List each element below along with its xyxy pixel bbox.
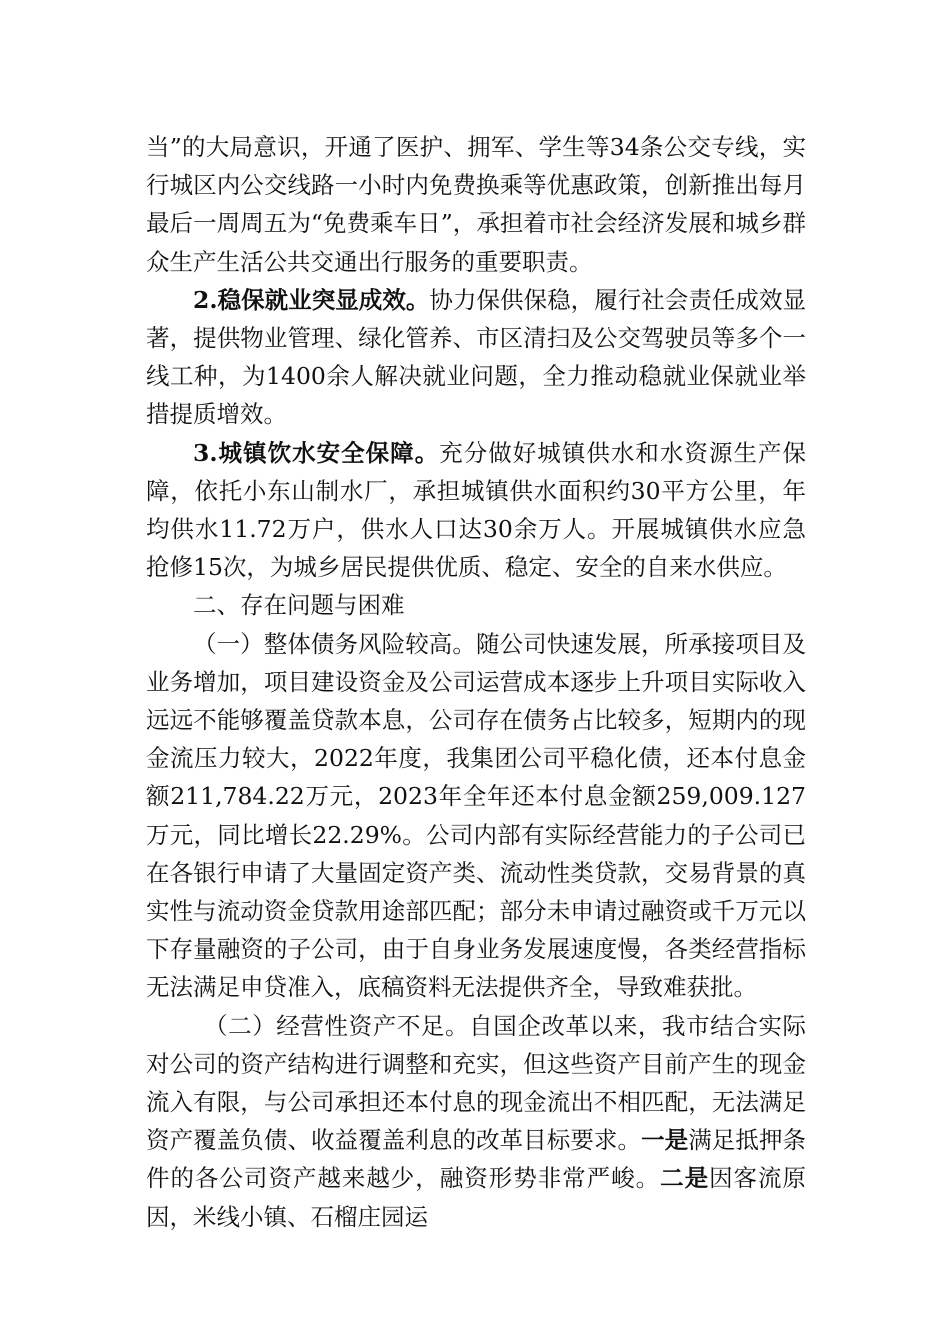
heading-text: 二、存在问题与困难 (193, 591, 405, 620)
section-heading-problems (146, 586, 806, 624)
emphasis-second: 二是 (660, 1164, 710, 1193)
paragraph-text: 满足抵押条件的各公司资产越来越少，融资形势非常严峻。 (146, 1126, 807, 1193)
paragraph-text: （二）经营性资产不足。自国企改革以来，我市结合实际对公司的资产结构进行调整和充实，但这些资产目前产生的现金流入有限，与公司承担还本付息的现金流出不相匹配，无法满足资产覆盖负债、收益覆盖利息的改革目标要求。 (146, 1011, 806, 1155)
paragraph-text: 充分做好城镇供水和水资源生产保障，依托小东山制水厂，承担城镇供水面积约30平方公里，年均供水11.72万户，供水人口达30余万人。开展城镇供水应急抢修15次，为城乡居民提供优质、稳定、安全的自来水供应。 (146, 438, 806, 582)
paragraph-bus-lines (146, 128, 806, 281)
paragraph-text: 当”的大局意识，开通了医护、拥军、学生等34条公交专线，实行城区内公交线路一小时内免费换乘等优惠政策，创新推出每月最后一周周五为“免费乘车日”，承担着市社会经济发展和城乡群众生产生活公共交通出行服务的重要职责。 (146, 133, 806, 276)
paragraph-operating-assets (146, 1007, 806, 1236)
paragraph-text: 因客流原因，米线小镇、石榴庄园运 (146, 1164, 807, 1231)
emphasis-first: 一是 (641, 1126, 689, 1155)
paragraph-lead: 3.城镇饮水安全保障。 (193, 438, 440, 467)
paragraph-text: （一）整体债务风险较高。随公司快速发展，所承接项目及业务增加，项目建设资金及公司运营成本逐步上升项目实际收入远远不能够覆盖贷款本息，公司存在债务占比较多，短期内的现金流压力较大，2022年度，我集团公司平稳化债，还本付息金额211,784.22万元，2023年全年还本付息金额259,009.127万元，同比增长22.29%。公司内部有实际经营能力的子公司已在各银行申请了大量固定资产类、流动性类贷款，交易背景的真实性与流动资金贷款用途部匹配；部分未申请过融资或千万元以下存量融资的子公司，由于自身业务发展速度慢，各类经营指标无法满足申贷准入，底稿资料无法提供齐全，导致难获批。 (146, 629, 806, 1002)
paragraph-employment (146, 281, 806, 434)
document-page (146, 128, 806, 1236)
paragraph-water-supply (146, 434, 806, 587)
paragraph-text: 协力保供保稳，履行社会责任成效显著，提供物业管理、绿化管养、市区清扫及公交驾驶员等多个一线工种，为1400余人解决就业问题，全力推动稳就业保就业举措提质增效。 (146, 285, 806, 429)
paragraph-lead: 2.稳保就业突显成效。 (193, 285, 430, 314)
paragraph-debt-risk (146, 625, 806, 1007)
